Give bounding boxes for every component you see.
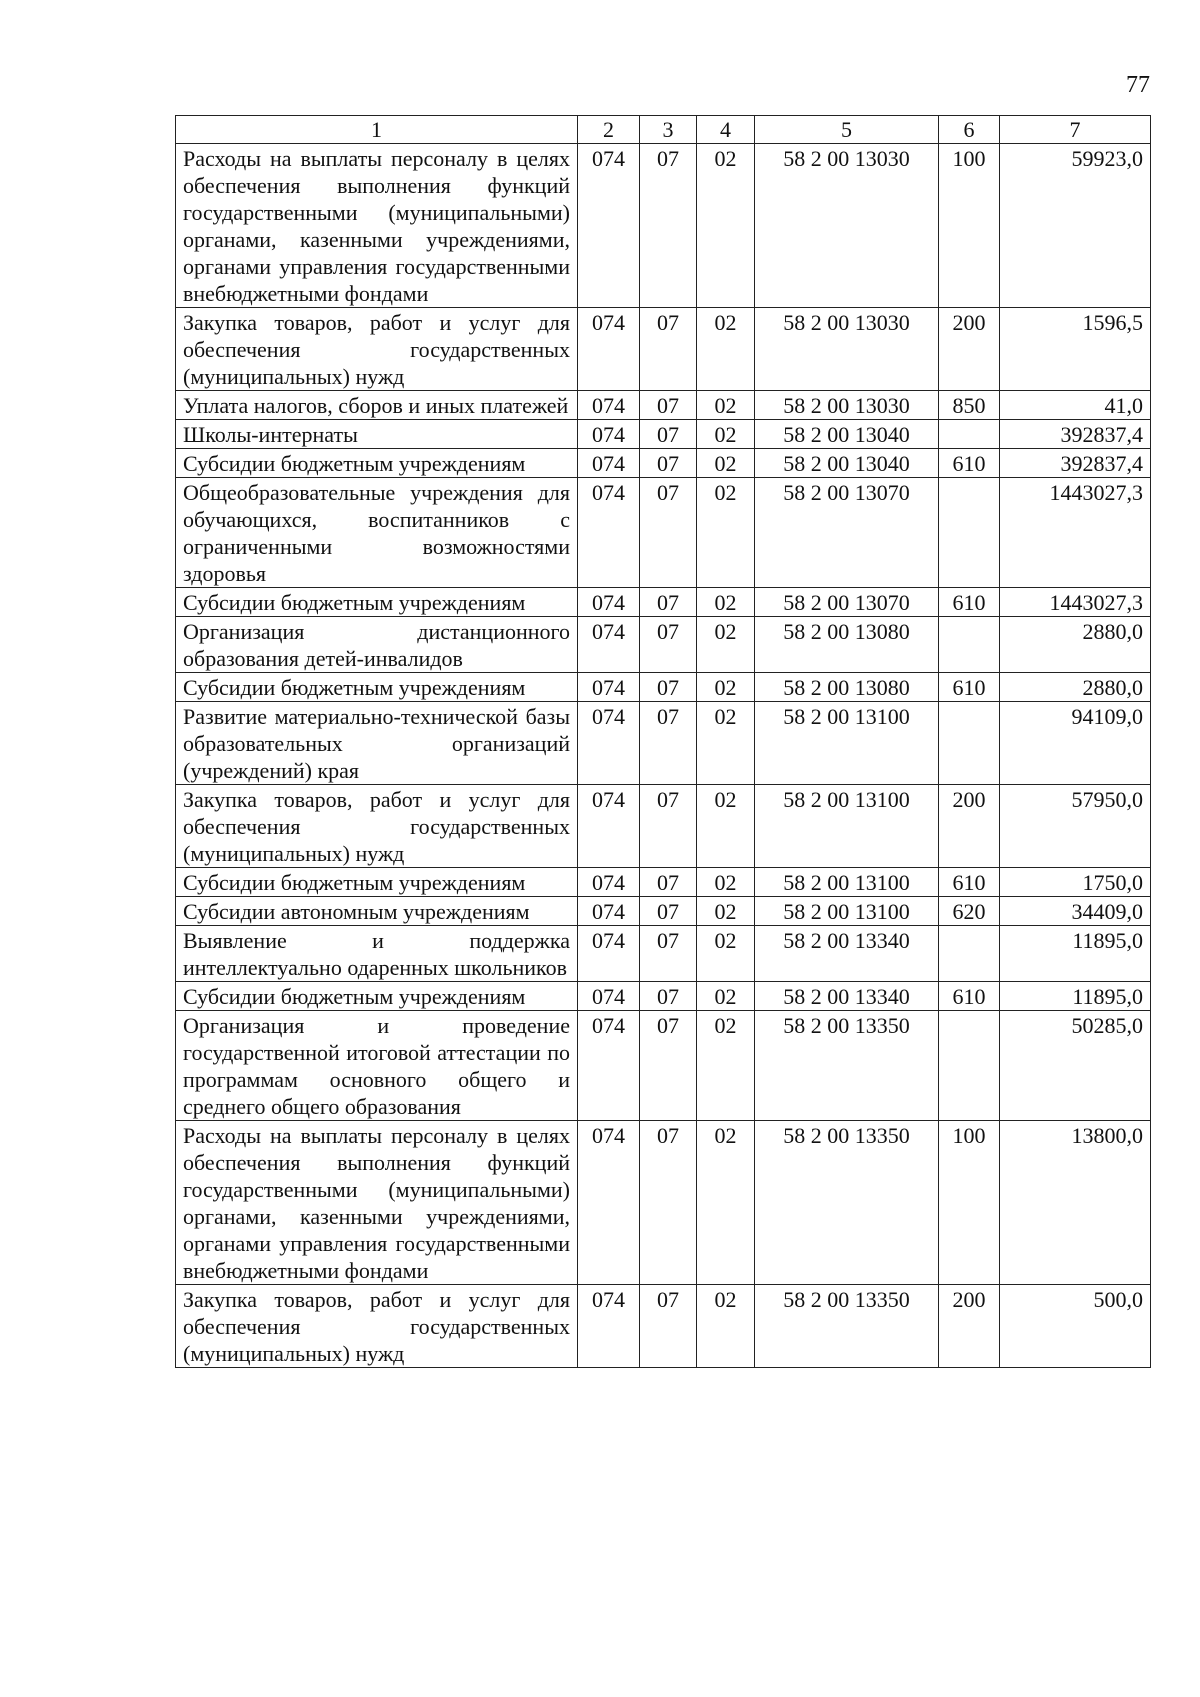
amount-cell: 500,0 xyxy=(1000,1285,1151,1368)
section-code-cell: 07 xyxy=(640,391,697,420)
expense-type-cell: 620 xyxy=(939,897,1000,926)
target-article-cell: 58 2 00 13080 xyxy=(755,617,939,673)
section-code-cell: 07 xyxy=(640,868,697,897)
page-number: 77 xyxy=(1126,72,1150,98)
expense-type-cell xyxy=(939,702,1000,785)
ministry-code-cell: 074 xyxy=(578,1285,640,1368)
header-cell: 4 xyxy=(697,116,755,144)
table-row xyxy=(176,449,1151,478)
expense-name-cell: Субсидии бюджетным учреждениям xyxy=(176,982,578,1011)
amount-cell: 11895,0 xyxy=(1000,926,1151,982)
table-row xyxy=(176,308,1151,391)
expense-name-cell: Организация и проведение государственной итоговой аттестации по программам основного общего и среднего общего образования xyxy=(176,1011,578,1121)
target-article-cell: 58 2 00 13350 xyxy=(755,1011,939,1121)
subsection-code-cell: 02 xyxy=(697,144,755,308)
table-row xyxy=(176,391,1151,420)
ministry-code-cell: 074 xyxy=(578,588,640,617)
expense-type-cell: 610 xyxy=(939,588,1000,617)
expense-name-cell: Закупка товаров, работ и услуг для обеспечения государственных (муниципальных) нужд xyxy=(176,785,578,868)
table-row xyxy=(176,868,1151,897)
target-article-cell: 58 2 00 13080 xyxy=(755,673,939,702)
subsection-code-cell: 02 xyxy=(697,420,755,449)
section-code-cell: 07 xyxy=(640,1121,697,1285)
ministry-code-cell: 074 xyxy=(578,982,640,1011)
ministry-code-cell: 074 xyxy=(578,868,640,897)
header-cell: 1 xyxy=(176,116,578,144)
expense-type-cell: 100 xyxy=(939,144,1000,308)
subsection-code-cell: 02 xyxy=(697,308,755,391)
subsection-code-cell: 02 xyxy=(697,673,755,702)
target-article-cell: 58 2 00 13040 xyxy=(755,449,939,478)
expense-name-cell: Общеобразовательные учреждения для обучающихся, воспитанников с ограниченными возможностями здоровья xyxy=(176,478,578,588)
target-article-cell: 58 2 00 13350 xyxy=(755,1121,939,1285)
header-row xyxy=(176,116,1151,144)
section-code-cell: 07 xyxy=(640,702,697,785)
expense-name-cell: Уплата налогов, сборов и иных платежей xyxy=(176,391,578,420)
expense-type-cell xyxy=(939,926,1000,982)
expense-name-cell: Субсидии бюджетным учреждениям xyxy=(176,449,578,478)
section-code-cell: 07 xyxy=(640,926,697,982)
header-cell: 2 xyxy=(578,116,640,144)
table-row xyxy=(176,617,1151,673)
ministry-code-cell: 074 xyxy=(578,926,640,982)
section-code-cell: 07 xyxy=(640,449,697,478)
expense-type-cell xyxy=(939,420,1000,449)
expense-type-cell: 610 xyxy=(939,982,1000,1011)
amount-cell: 1596,5 xyxy=(1000,308,1151,391)
table-row xyxy=(176,897,1151,926)
table-row xyxy=(176,478,1151,588)
amount-cell: 94109,0 xyxy=(1000,702,1151,785)
table-row xyxy=(176,785,1151,868)
ministry-code-cell: 074 xyxy=(578,420,640,449)
budget-table xyxy=(175,115,1151,1368)
expense-type-cell xyxy=(939,1011,1000,1121)
header-cell: 6 xyxy=(939,116,1000,144)
amount-cell: 2880,0 xyxy=(1000,617,1151,673)
section-code-cell: 07 xyxy=(640,420,697,449)
table-row xyxy=(176,982,1151,1011)
amount-cell: 2880,0 xyxy=(1000,673,1151,702)
amount-cell: 41,0 xyxy=(1000,391,1151,420)
section-code-cell: 07 xyxy=(640,673,697,702)
table-body xyxy=(176,144,1151,1368)
ministry-code-cell: 074 xyxy=(578,673,640,702)
subsection-code-cell: 02 xyxy=(697,926,755,982)
amount-cell: 392837,4 xyxy=(1000,449,1151,478)
expense-name-cell: Закупка товаров, работ и услуг для обеспечения государственных (муниципальных) нужд xyxy=(176,308,578,391)
subsection-code-cell: 02 xyxy=(697,588,755,617)
amount-cell: 57950,0 xyxy=(1000,785,1151,868)
table-row xyxy=(176,1285,1151,1368)
subsection-code-cell: 02 xyxy=(697,478,755,588)
table-row xyxy=(176,702,1151,785)
expense-name-cell: Закупка товаров, работ и услуг для обеспечения государственных (муниципальных) нужд xyxy=(176,1285,578,1368)
ministry-code-cell: 074 xyxy=(578,702,640,785)
ministry-code-cell: 074 xyxy=(578,1011,640,1121)
target-article-cell: 58 2 00 13100 xyxy=(755,897,939,926)
expense-type-cell: 200 xyxy=(939,1285,1000,1368)
target-article-cell: 58 2 00 13030 xyxy=(755,391,939,420)
section-code-cell: 07 xyxy=(640,785,697,868)
ministry-code-cell: 074 xyxy=(578,617,640,673)
subsection-code-cell: 02 xyxy=(697,982,755,1011)
amount-cell: 392837,4 xyxy=(1000,420,1151,449)
table-row xyxy=(176,1121,1151,1285)
ministry-code-cell: 074 xyxy=(578,391,640,420)
expense-type-cell xyxy=(939,617,1000,673)
ministry-code-cell: 074 xyxy=(578,1121,640,1285)
expense-name-cell: Развитие материально-технической базы образовательных организаций (учреждений) края xyxy=(176,702,578,785)
section-code-cell: 07 xyxy=(640,617,697,673)
expense-name-cell: Субсидии бюджетным учреждениям xyxy=(176,673,578,702)
expense-name-cell: Расходы на выплаты персоналу в целях обеспечения выполнения функций государственными (муниципальными) органами, казенными учреждениями, органами управления государственными внебюджетными фондами xyxy=(176,1121,578,1285)
expense-type-cell: 610 xyxy=(939,868,1000,897)
target-article-cell: 58 2 00 13100 xyxy=(755,702,939,785)
header-cell: 3 xyxy=(640,116,697,144)
expense-name-cell: Субсидии бюджетным учреждениям xyxy=(176,588,578,617)
ministry-code-cell: 074 xyxy=(578,449,640,478)
section-code-cell: 07 xyxy=(640,144,697,308)
expense-type-cell: 850 xyxy=(939,391,1000,420)
target-article-cell: 58 2 00 13100 xyxy=(755,785,939,868)
expense-name-cell: Расходы на выплаты персоналу в целях обеспечения выполнения функций государственными (муниципальными) органами, казенными учреждениями, органами управления государственными внебюджетными фондами xyxy=(176,144,578,308)
expense-type-cell xyxy=(939,478,1000,588)
subsection-code-cell: 02 xyxy=(697,1285,755,1368)
header-cell: 7 xyxy=(1000,116,1151,144)
expense-type-cell: 100 xyxy=(939,1121,1000,1285)
section-code-cell: 07 xyxy=(640,1285,697,1368)
ministry-code-cell: 074 xyxy=(578,478,640,588)
expense-name-cell: Выявление и поддержка интеллектуально одаренных школьников xyxy=(176,926,578,982)
header-cell: 5 xyxy=(755,116,939,144)
target-article-cell: 58 2 00 13030 xyxy=(755,308,939,391)
amount-cell: 34409,0 xyxy=(1000,897,1151,926)
subsection-code-cell: 02 xyxy=(697,1011,755,1121)
target-article-cell: 58 2 00 13030 xyxy=(755,144,939,308)
subsection-code-cell: 02 xyxy=(697,702,755,785)
section-code-cell: 07 xyxy=(640,1011,697,1121)
subsection-code-cell: 02 xyxy=(697,897,755,926)
expense-name-cell: Субсидии автономным учреждениям xyxy=(176,897,578,926)
amount-cell: 1443027,3 xyxy=(1000,478,1151,588)
expense-type-cell: 200 xyxy=(939,308,1000,391)
table-row xyxy=(176,673,1151,702)
section-code-cell: 07 xyxy=(640,308,697,391)
amount-cell: 50285,0 xyxy=(1000,1011,1151,1121)
amount-cell: 13800,0 xyxy=(1000,1121,1151,1285)
section-code-cell: 07 xyxy=(640,478,697,588)
ministry-code-cell: 074 xyxy=(578,897,640,926)
subsection-code-cell: 02 xyxy=(697,868,755,897)
expense-name-cell: Школы-интернаты xyxy=(176,420,578,449)
amount-cell: 1443027,3 xyxy=(1000,588,1151,617)
subsection-code-cell: 02 xyxy=(697,785,755,868)
ministry-code-cell: 074 xyxy=(578,144,640,308)
subsection-code-cell: 02 xyxy=(697,391,755,420)
expense-name-cell: Организация дистанционного образования детей-инвалидов xyxy=(176,617,578,673)
amount-cell: 11895,0 xyxy=(1000,982,1151,1011)
table-row xyxy=(176,926,1151,982)
table-row xyxy=(176,588,1151,617)
target-article-cell: 58 2 00 13070 xyxy=(755,478,939,588)
subsection-code-cell: 02 xyxy=(697,1121,755,1285)
target-article-cell: 58 2 00 13350 xyxy=(755,1285,939,1368)
ministry-code-cell: 074 xyxy=(578,308,640,391)
table-row xyxy=(176,1011,1151,1121)
table-row xyxy=(176,420,1151,449)
target-article-cell: 58 2 00 13340 xyxy=(755,926,939,982)
expense-type-cell: 200 xyxy=(939,785,1000,868)
section-code-cell: 07 xyxy=(640,982,697,1011)
target-article-cell: 58 2 00 13340 xyxy=(755,982,939,1011)
expense-type-cell: 610 xyxy=(939,449,1000,478)
expense-name-cell: Субсидии бюджетным учреждениям xyxy=(176,868,578,897)
ministry-code-cell: 074 xyxy=(578,785,640,868)
expense-type-cell: 610 xyxy=(939,673,1000,702)
subsection-code-cell: 02 xyxy=(697,617,755,673)
amount-cell: 1750,0 xyxy=(1000,868,1151,897)
amount-cell: 59923,0 xyxy=(1000,144,1151,308)
target-article-cell: 58 2 00 13040 xyxy=(755,420,939,449)
section-code-cell: 07 xyxy=(640,897,697,926)
table-row xyxy=(176,144,1151,308)
target-article-cell: 58 2 00 13070 xyxy=(755,588,939,617)
section-code-cell: 07 xyxy=(640,588,697,617)
subsection-code-cell: 02 xyxy=(697,449,755,478)
target-article-cell: 58 2 00 13100 xyxy=(755,868,939,897)
